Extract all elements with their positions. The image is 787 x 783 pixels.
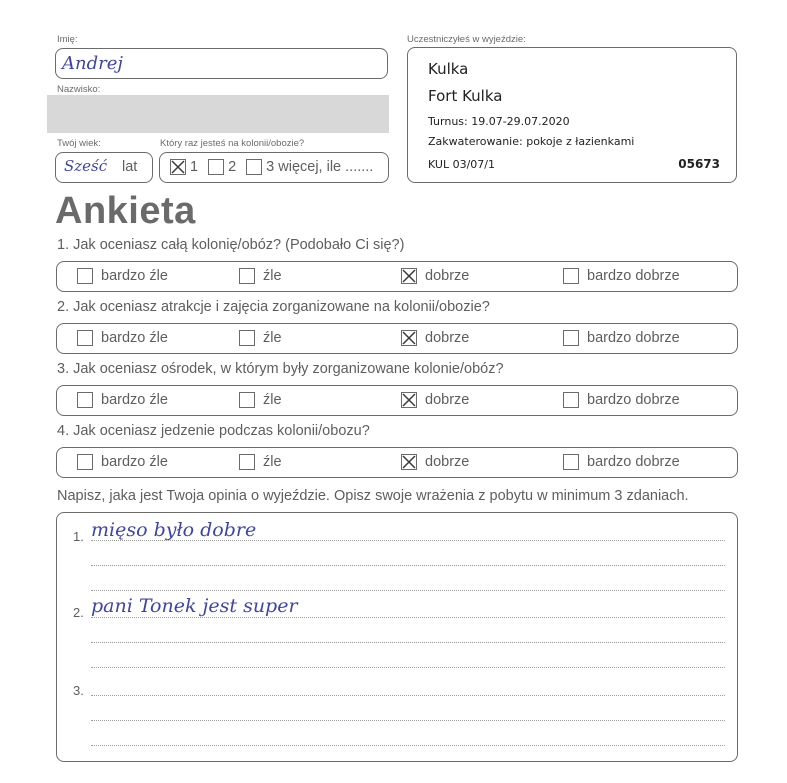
checkbox-checked[interactable] bbox=[401, 454, 417, 470]
opinion-box[interactable] bbox=[56, 512, 738, 762]
opinion-line-1-number: 1. bbox=[73, 529, 84, 544]
q1-option-4[interactable]: bardzo dobrze bbox=[563, 268, 680, 284]
times-checkbox-2[interactable] bbox=[208, 159, 224, 175]
checkbox[interactable] bbox=[239, 454, 255, 470]
camp-code: KUL 03/07/1 bbox=[428, 158, 495, 171]
accommodation-text: Zakwaterowanie: pokoje z łazienkami bbox=[428, 135, 635, 148]
camp-info-box bbox=[407, 47, 737, 183]
opinion-line-2-number: 2. bbox=[73, 605, 84, 620]
turnus-text: Turnus: 19.07-29.07.2020 bbox=[428, 115, 570, 128]
q2-option-1[interactable]: bardzo źle bbox=[77, 330, 168, 346]
checkbox[interactable] bbox=[77, 392, 93, 408]
checkbox[interactable] bbox=[77, 330, 93, 346]
times-field bbox=[159, 152, 389, 183]
question-4-options bbox=[56, 447, 738, 478]
question-4-text: 4. Jak oceniasz jedzenie podczas kolonii/obozu? bbox=[57, 423, 370, 439]
surname-label: Nazwisko: bbox=[57, 84, 101, 95]
q3-option-1[interactable]: bardzo źle bbox=[77, 392, 168, 408]
q4-option-4[interactable]: bardzo dobrze bbox=[563, 454, 680, 470]
times-option-3: 3 więcej, ile ....... bbox=[266, 159, 374, 175]
checkbox-checked[interactable] bbox=[401, 268, 417, 284]
q2-option-4[interactable]: bardzo dobrze bbox=[563, 330, 680, 346]
name-field[interactable] bbox=[55, 48, 388, 79]
opinion-prompt: Napisz, jaka jest Twoja opinia o wyjeździe. Opisz swoje wrażenia z pobytu w minimum 3 zdaniach. bbox=[57, 488, 689, 504]
dotted-line bbox=[91, 642, 725, 643]
dotted-line bbox=[91, 540, 725, 541]
q2-option-3[interactable]: dobrze bbox=[401, 330, 469, 346]
page-title: Ankieta bbox=[55, 190, 196, 232]
checkbox[interactable] bbox=[239, 268, 255, 284]
q2-option-2[interactable]: źle bbox=[239, 330, 282, 346]
checkbox[interactable] bbox=[239, 330, 255, 346]
checkbox[interactable] bbox=[563, 454, 579, 470]
times-checkbox-3[interactable] bbox=[246, 159, 262, 175]
checkbox[interactable] bbox=[77, 454, 93, 470]
opinion-line-1-text: mięso było dobre bbox=[91, 519, 257, 541]
dotted-line bbox=[91, 590, 725, 591]
q3-option-4[interactable]: bardzo dobrze bbox=[563, 392, 680, 408]
q4-option-1[interactable]: bardzo źle bbox=[77, 454, 168, 470]
checkbox-checked[interactable] bbox=[401, 330, 417, 346]
q1-option-1[interactable]: bardzo źle bbox=[77, 268, 168, 284]
checkbox-checked[interactable] bbox=[401, 392, 417, 408]
question-2-text: 2. Jak oceniasz atrakcje i zajęcia zorganizowane na kolonii/obozie? bbox=[57, 299, 490, 315]
dotted-line bbox=[91, 667, 725, 668]
name-label: Imię: bbox=[57, 34, 78, 45]
q1-option-3[interactable]: dobrze bbox=[401, 268, 469, 284]
times-option-2: 2 bbox=[228, 159, 237, 175]
camp-name: Kulka bbox=[428, 60, 469, 78]
opinion-line-3-number: 3. bbox=[73, 683, 84, 698]
question-2-options bbox=[56, 323, 738, 354]
q3-option-3[interactable]: dobrze bbox=[401, 392, 469, 408]
q4-option-3[interactable]: dobrze bbox=[401, 454, 469, 470]
age-handwriting: Sześć bbox=[64, 157, 108, 175]
surname-redaction bbox=[47, 95, 389, 133]
dotted-line bbox=[91, 720, 725, 721]
question-1-options bbox=[56, 261, 738, 292]
dotted-line bbox=[91, 695, 725, 696]
q3-option-2[interactable]: źle bbox=[239, 392, 282, 408]
question-1-text: 1. Jak oceniasz całą kolonię/obóz? (Podobało Ci się?) bbox=[57, 237, 405, 253]
q4-option-2[interactable]: źle bbox=[239, 454, 282, 470]
age-field[interactable] bbox=[55, 152, 153, 183]
dotted-line bbox=[91, 565, 725, 566]
dotted-line bbox=[91, 617, 725, 618]
age-label: Twój wiek: bbox=[57, 138, 101, 149]
camp-number: 05673 bbox=[678, 157, 720, 171]
checkbox[interactable] bbox=[563, 330, 579, 346]
name-handwriting: Andrej bbox=[62, 53, 123, 74]
age-unit: lat bbox=[122, 159, 138, 175]
camp-place: Fort Kulka bbox=[428, 87, 503, 105]
times-checkbox-1[interactable] bbox=[170, 159, 186, 175]
participant-label: Uczestniczyłeś w wyjeździe: bbox=[407, 34, 526, 45]
question-3-options bbox=[56, 385, 738, 416]
checkbox[interactable] bbox=[563, 268, 579, 284]
q1-option-2[interactable]: źle bbox=[239, 268, 282, 284]
dotted-line bbox=[91, 745, 725, 746]
checkbox[interactable] bbox=[77, 268, 93, 284]
checkbox[interactable] bbox=[239, 392, 255, 408]
question-3-text: 3. Jak oceniasz ośrodek, w którym były zorganizowane kolonie/obóz? bbox=[57, 361, 504, 377]
times-option-1: 1 bbox=[190, 159, 199, 175]
checkbox[interactable] bbox=[563, 392, 579, 408]
opinion-line-2-text: pani Tonek jest super bbox=[91, 595, 298, 617]
times-label: Który raz jesteś na kolonii/obozie? bbox=[160, 138, 305, 149]
